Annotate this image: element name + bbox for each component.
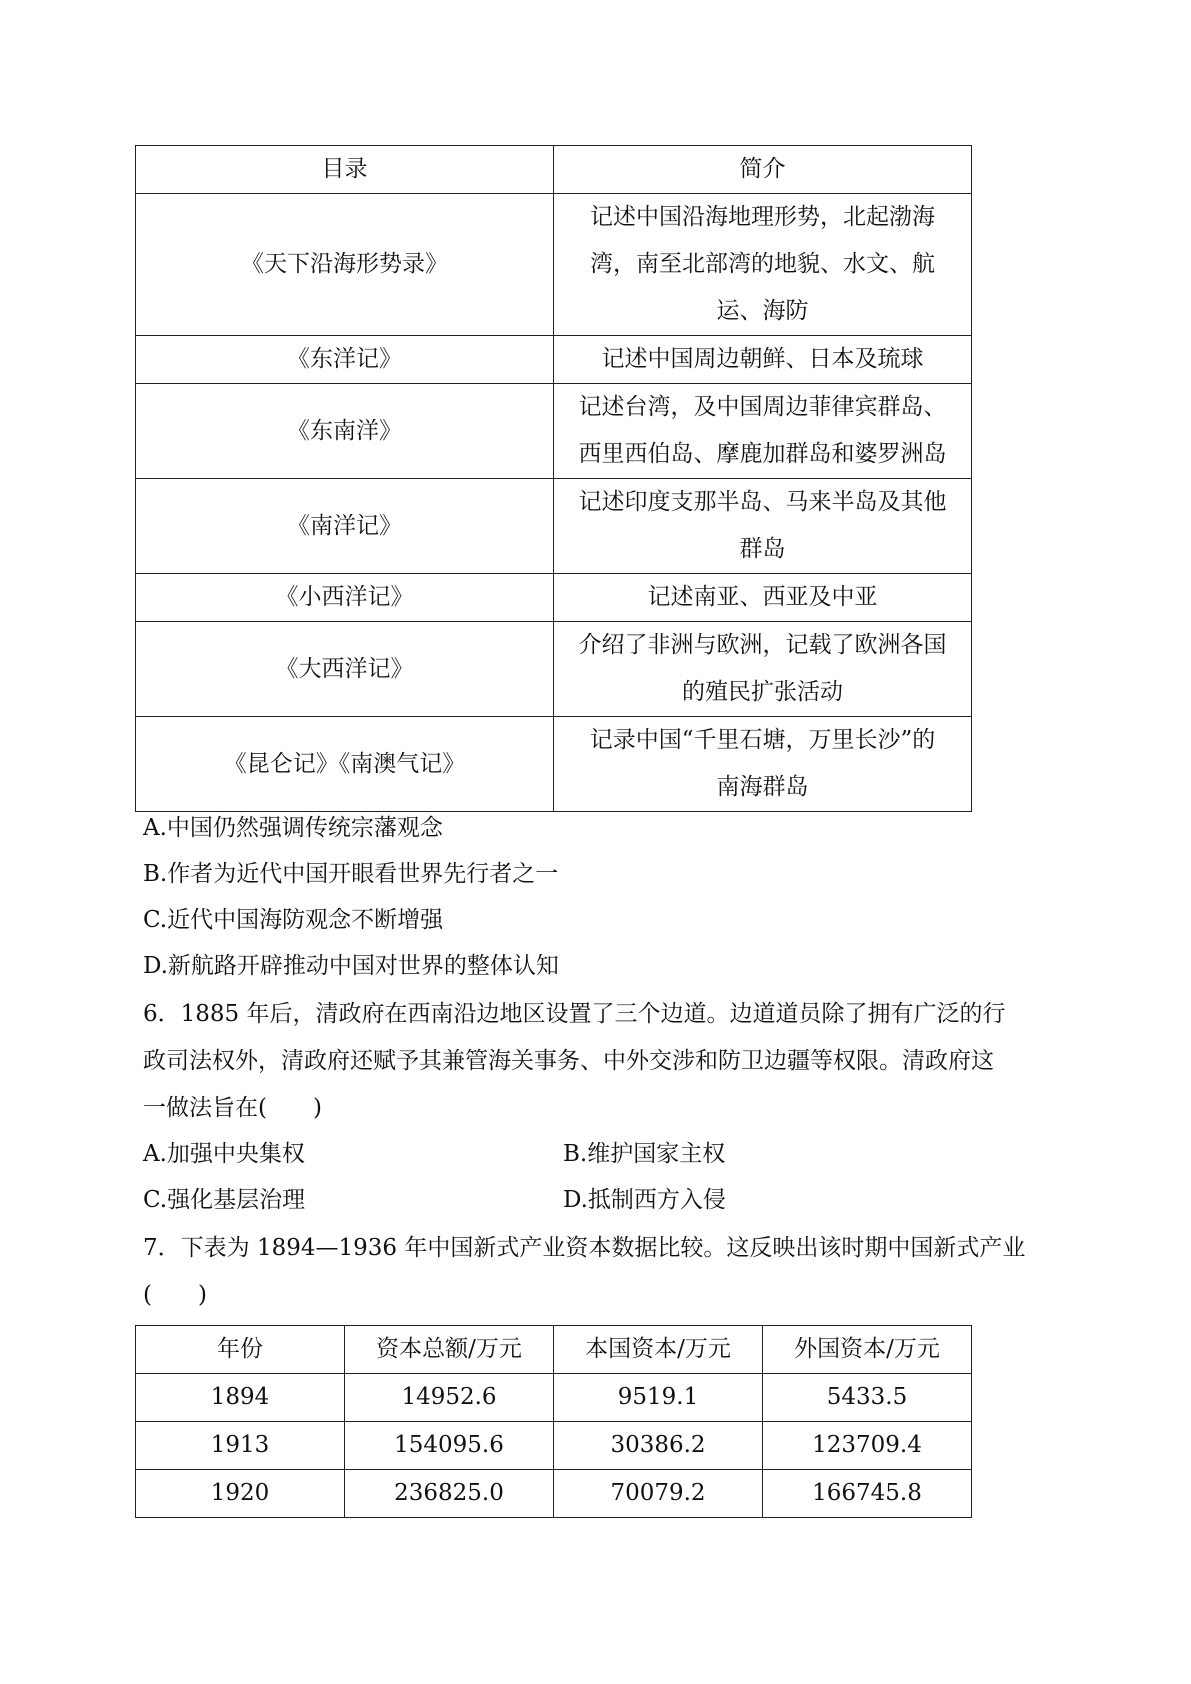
catalog-title-cell: 《东洋记》: [136, 336, 554, 384]
q5-option-b: B.作者为近代中国开眼看世界先行者之一: [143, 861, 559, 887]
table-header-row: [136, 1326, 972, 1374]
table-cell: 9519.1: [554, 1374, 763, 1422]
catalog-title-cell: 《昆仑记》《南澳气记》: [136, 717, 554, 812]
header-cell: 目录: [136, 146, 554, 194]
table-cell: 5433.5: [763, 1374, 972, 1422]
table-cell: 70079.2: [554, 1470, 763, 1518]
desc-line: 湾，南至北部湾的地貌、水文、航: [590, 251, 935, 277]
q6-stem-line: 6．1885 年后，清政府在西南沿边地区设置了三个边道。边道道员除了拥有广泛的行: [143, 1001, 1006, 1027]
q6-stem-line: 政司法权外，清政府还赋予其兼管海关事务、中外交涉和防卫边疆等权限。清政府这: [143, 1048, 994, 1074]
table-cell: 1894: [136, 1374, 345, 1422]
q6-option-d: D.抵制西方入侵: [563, 1187, 726, 1213]
q6-option-b: B.维护国家主权: [563, 1141, 726, 1167]
catalog-title-cell: 《小西洋记》: [136, 574, 554, 622]
q7-stem-line: ( ): [143, 1282, 207, 1308]
table-row: [136, 1374, 972, 1422]
catalog-desc-cell: [554, 622, 972, 717]
table-cell: 236825.0: [345, 1470, 554, 1518]
desc-line: 记述台湾，及中国周边菲律宾群岛、: [578, 394, 947, 420]
desc-line: 南海群岛: [716, 774, 809, 800]
catalog-desc-cell: [554, 336, 972, 384]
desc-line: 的殖民扩张活动: [682, 679, 843, 705]
catalog-title-cell: 《东南洋》: [136, 384, 554, 479]
table-row: [136, 479, 972, 574]
q5-option-d: D.新航路开辟推动中国对世界的整体认知: [143, 953, 559, 979]
desc-line: 记述中国沿海地理形势，北起渤海: [590, 204, 935, 230]
catalog-title-cell: 《南洋记》: [136, 479, 554, 574]
catalog-desc-cell: [554, 384, 972, 479]
table-cell: 14952.6: [345, 1374, 554, 1422]
header-cell: 外国资本/万元: [763, 1326, 972, 1374]
table-row: [136, 1470, 972, 1518]
catalog-desc-cell: [554, 479, 972, 574]
table-header-row: [136, 146, 972, 194]
desc-line: 西里西伯岛、摩鹿加群岛和婆罗洲岛: [578, 441, 947, 467]
table-cell: 123709.4: [763, 1422, 972, 1470]
table-row: [136, 384, 972, 479]
table-row: [136, 574, 972, 622]
catalog-table: [135, 145, 972, 812]
desc-line: 记录中国“千里石塘，万里长沙”的: [589, 727, 936, 753]
catalog-title-cell: 《天下沿海形势录》: [136, 194, 554, 336]
table-row: [136, 1422, 972, 1470]
q5-option-a: A.中国仍然强调传统宗藩观念: [143, 815, 443, 841]
q6-stem-line: 一做法旨在( ): [143, 1095, 322, 1121]
table-row: [136, 194, 972, 336]
desc-line: 群岛: [739, 536, 786, 562]
header-cell: 年份: [136, 1326, 345, 1374]
table-row: [136, 717, 972, 812]
header-cell: 本国资本/万元: [554, 1326, 763, 1374]
catalog-desc-cell: [554, 194, 972, 336]
capital-table: [135, 1325, 972, 1518]
desc-line: 记述印度支那半岛、马来半岛及其他: [578, 489, 947, 515]
table-row: [136, 622, 972, 717]
header-cell: 资本总额/万元: [345, 1326, 554, 1374]
table-cell: 30386.2: [554, 1422, 763, 1470]
catalog-desc-cell: [554, 574, 972, 622]
catalog-desc-cell: [554, 717, 972, 812]
q6-option-c: C.强化基层治理: [143, 1187, 306, 1213]
table-cell: 1913: [136, 1422, 345, 1470]
table-row: [136, 336, 972, 384]
catalog-title-cell: 《大西洋记》: [136, 622, 554, 717]
q6-option-a: A.加强中央集权: [143, 1141, 305, 1167]
header-cell: 简介: [554, 146, 972, 194]
desc-line: 介绍了非洲与欧洲，记载了欧洲各国: [578, 632, 947, 658]
table-cell: 1920: [136, 1470, 345, 1518]
desc-line: 运、海防: [716, 298, 809, 324]
desc-line: 记述南亚、西亚及中亚: [647, 584, 878, 610]
table-cell: 166745.8: [763, 1470, 972, 1518]
q7-stem-line: 7．下表为 1894—1936 年中国新式产业资本数据比较。这反映出该时期中国新式产业: [143, 1235, 1026, 1261]
q5-option-c: C.近代中国海防观念不断增强: [143, 907, 444, 933]
table-cell: 154095.6: [345, 1422, 554, 1470]
desc-line: 记述中国周边朝鲜、日本及琉球: [601, 346, 924, 372]
